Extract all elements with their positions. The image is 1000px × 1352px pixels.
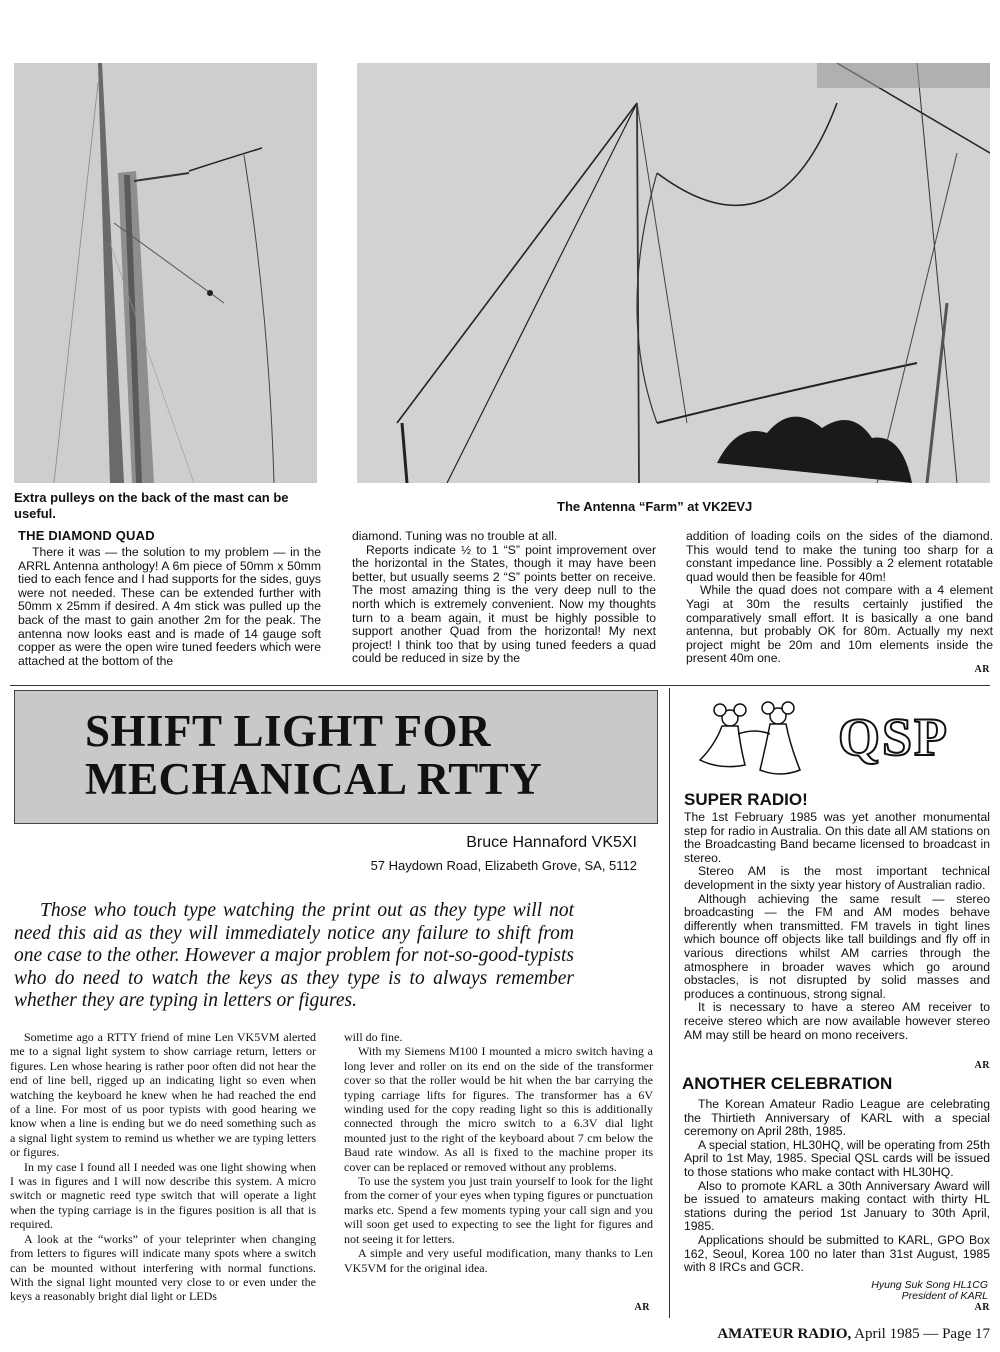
paragraph: A look at the “works” of your teleprinter when changing from letters to figures will indicate many spots where a switch can be mounted without interfering with normal functions. With the signal light mounted very close to or even under the keys a reasonably bright dial light or LEDs	[10, 1231, 316, 1304]
end-mark: AR	[634, 1302, 650, 1313]
paragraph: Reports indicate ½ to 1 “S” point improvement over the horizontal in the States, though it may have been better, but usually seems 2 “S” points better on receive. The most amazing thing is the very deep null to the north which is extremely convenient. Now my thoughts turn to a beam again, it must be highly possible to support another Quad from the horizontal! My next project! I think too that by using tuned feeders a quad could be reduced in size by the	[352, 542, 656, 666]
paragraph: While the quad does not compare with a 4 element Yagi at 30m the results certainly justified the comparatively small effort. It is basically a one band antenna, but probably OK for 80m. Actually my next project might be 20m and 10m elements inside the present 40m one.	[686, 583, 993, 666]
qsp-logo-text: QSP	[838, 707, 950, 767]
section-divider	[10, 685, 990, 686]
antenna-farm-caption: The Antenna “Farm” at VK2EVJ	[557, 499, 753, 514]
end-mark: AR	[974, 1060, 990, 1071]
magazine-name: AMATEUR RADIO,	[717, 1326, 852, 1342]
article-address: 57 Haydown Road, Elizabeth Grove, SA, 5112	[370, 858, 637, 873]
super-radio-body	[684, 811, 990, 1042]
article-lede: Those who touch type watching the print out as they type will not need this aid as they will immediately notice any failure to shift from one case to the other. However a major problem for not-so-good-typists who do need to watch the keys as they type is to always remember whether they are typing in letters or figures.	[14, 900, 574, 1011]
article-author: Bruce Hannaford VK5XI	[466, 834, 637, 851]
paragraph: A simple and very useful modification, many thanks to Len VK5VM for the original idea.	[344, 1246, 653, 1275]
super-radio-heading: SUPER RADIO!	[684, 790, 808, 809]
paragraph: It is necessary to have a stereo AM receiver to receive stereo which are now available however stereo AM may still be heard on mono receivers.	[684, 1000, 990, 1042]
mast-photo-caption: Extra pulleys on the back of the mast can be useful.	[14, 490, 289, 521]
signature-title: President of KARL	[901, 1290, 988, 1302]
article-col1	[10, 1030, 316, 1304]
paragraph: The 1st February 1985 was yet another monumental step for radio in Australia. On this date all AM stations on the Broadcasting Band became licensed to broadcast in stereo.	[684, 810, 990, 865]
paragraph: The Korean Amateur Radio League are celebrating the Thirtieth Anniversary of KARL with a special ceremony on April 28th, 1985.	[684, 1097, 990, 1139]
paragraph: There it was — the solution to my problem — in the ARRL Antenna anthology! A 6m piece of 50mm x 50mm tied to each fence and I had supports for the sides, guys were not needed. These can be extended further with 50mm x 25mm if desired. A 4m stick was pulled up the back of the mast to gain another 2m for the peak. The antenna now looks east and is made of 14 gauge soft copper as were the open wire tuned feeders which were attached at the bottom of the	[18, 545, 321, 668]
paragraph: Applications should be submitted to KARL, GPO Box 162, Seoul, Korea 100 no later than 31st August, 1985 with 8 IRCs and GCR.	[684, 1232, 990, 1275]
paragraph: Stereo AM is the most important technical development in the sixty year history of Australian radio.	[684, 864, 990, 892]
paragraph: diamond. Tuning was no trouble at all.	[352, 529, 558, 543]
paragraph: addition of loading coils on the sides of the diamond. This would tend to make the tuning too sharp for a constant impedance line. Possibly a 2 element rotatable quad would then be feasible for 40m!	[686, 529, 993, 584]
paragraph: To use the system you just train yourself to look for the light from the corner of your eyes when typing figures or punctuation marks etc. Spend a few moments typing your call sign and you will soon get used to expecting to see the light for figures and not seeing it for letters.	[344, 1174, 653, 1246]
paragraph: Also to promote KARL a 30th Anniversary Award will be issued to amateurs making contact with thirty HL stations during the period 1st January to 30th April, 1985.	[684, 1178, 990, 1234]
diamond-quad-col3	[686, 530, 993, 666]
end-mark: AR	[974, 1302, 990, 1313]
article-title-line2: MECHANICAL RTTY	[85, 754, 543, 804]
diamond-quad-heading: THE DIAMOND QUAD	[18, 528, 155, 543]
paragraph: With my Siemens M100 I mounted a micro switch having a long lever and roller on its end on the side of the transformer cover so that the roller would be hit when the bar carrying the typing carriage lifts for figures. The transformer has a 6V winding used for the copy reading light so this is additionally connected through the micro switch to a 6.3V dial light mounted just to the right of the keyboard about 7 cm below the Baud rate window. As all is fixed to the machine proper its cover can be replaced or removed without any problems.	[344, 1044, 653, 1174]
paragraph: A special station, HL30HQ, will be operating from 25th April to 1st May, 1985. Special QSL cards will be issued to those stations who make contact with HL30HQ.	[684, 1137, 990, 1179]
celebration-heading: ANOTHER CELEBRATION	[682, 1074, 893, 1093]
end-mark: AR	[974, 664, 990, 675]
diamond-quad-col1	[18, 546, 321, 668]
signature-name: Hyung Suk Song HL1CG	[871, 1279, 988, 1291]
paragraph: Sometime ago a RTTY friend of mine Len VK5VM alerted me to a signal light system to show carriage return, letters or figures. Len whose hearing is rather poor often did not hear the end of line bell, rigged up an indicating light so even when watching the keyboard he knew when he had reached the end of a line. For most of us poor typists with good hearing we know when a line is ending but we do need something such as a signal light system to remind us whether we are typing letters or figures.	[10, 1030, 316, 1160]
paragraph: In my case I found all I needed was one light showing when I was in figures and I will now describe this system. A micro switch or magnetic reed type switch that will operate a light when the typing carriage is in the figures position is all that is required.	[10, 1159, 316, 1232]
article-title-line1: SHIFT LIGHT FOR	[85, 706, 491, 756]
dancing-mice-illustration	[690, 700, 840, 790]
qsp-logo	[690, 700, 980, 790]
column-divider	[669, 688, 670, 1318]
mast-photo	[14, 63, 317, 483]
article-title-box	[14, 690, 658, 824]
celebration-body	[684, 1098, 990, 1275]
page-footer	[560, 1326, 990, 1343]
diamond-quad-col2	[352, 530, 656, 666]
issue-page: April 1985 — Page 17	[854, 1326, 990, 1342]
paragraph: Although achieving the same result — stereo broadcasting — the FM and AM modes behave differently when transmitted. FM travels in tight lines which bounce off objects like tall buildings and fly off in various directions whilst AM carries through the atmosphere in broader waves which go around obstacles, is not disrupted by solid masses and produces a continuous, strong signal.	[684, 891, 990, 1001]
paragraph: will do fine.	[344, 1030, 403, 1044]
article-col2	[344, 1030, 653, 1275]
antenna-farm-photo	[357, 63, 990, 483]
